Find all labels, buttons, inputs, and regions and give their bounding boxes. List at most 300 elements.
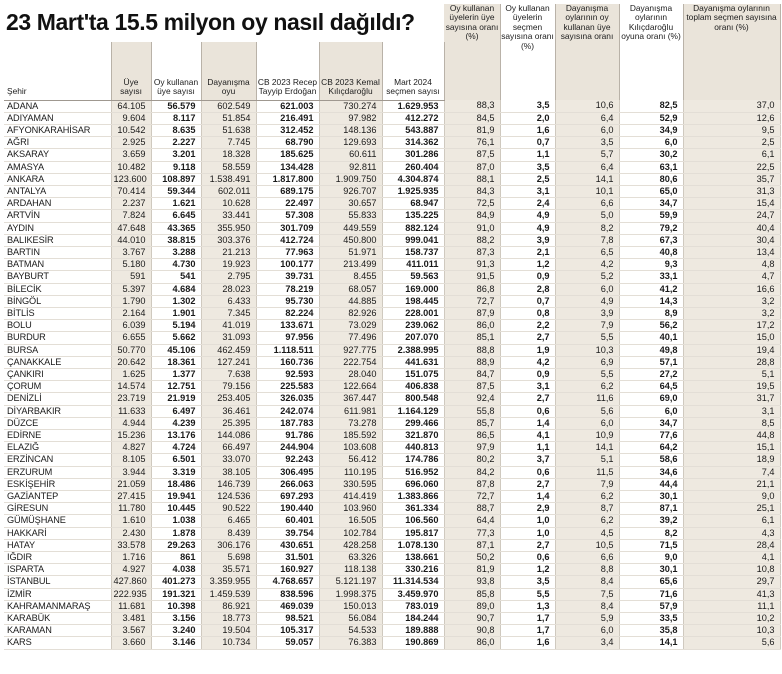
cell-dayanisma-toplam-orani: 19,5 <box>683 381 780 393</box>
table-row <box>4 429 780 441</box>
cell-dayanisma-toplam-orani: 18,9 <box>683 454 780 466</box>
cell-oy-uye-orani: 88,3 <box>444 100 500 112</box>
cell-secmen-sayisi: 1.925.935 <box>382 185 444 197</box>
cell-dayanisma-oyu: 7.345 <box>201 307 256 319</box>
cell-dayanisma-oyu: 86.921 <box>201 600 256 612</box>
cell-uye-sayisi: 10.482 <box>111 161 151 173</box>
cell-dayanisma-kilicdaroglu-orani: 64,2 <box>619 442 683 454</box>
cell-dayanisma-oyu: 51.854 <box>201 112 256 124</box>
cell-dayanisma-toplam-orani: 12,6 <box>683 112 780 124</box>
cell-oy-kullanan-uye: 3.146 <box>151 637 201 649</box>
cell-oy-secmen-orani: 2,7 <box>500 478 555 490</box>
cell-kilicdaroglu-oyu: 97.982 <box>319 112 382 124</box>
cell-uye-sayisi: 44.010 <box>111 234 151 246</box>
cell-dayanisma-oy-kullanan-orani: 4,2 <box>555 259 619 271</box>
cell-dayanisma-oy-kullanan-orani: 3,4 <box>555 637 619 649</box>
cell-city-name: BİNGÖL <box>4 295 111 307</box>
cell-uye-sayisi: 2.237 <box>111 198 151 210</box>
cell-dayanisma-oyu: 58.559 <box>201 161 256 173</box>
cell-oy-kullanan-uye: 18.486 <box>151 478 201 490</box>
cell-secmen-sayisi: 189.888 <box>382 625 444 637</box>
table-header <box>4 4 780 100</box>
cell-dayanisma-oyu: 7.638 <box>201 368 256 380</box>
cell-oy-kullanan-uye: 3.156 <box>151 613 201 625</box>
cell-dayanisma-kilicdaroglu-orani: 57,9 <box>619 600 683 612</box>
cell-kilicdaroglu-oyu: 77.496 <box>319 332 382 344</box>
cell-uye-sayisi: 1.716 <box>111 552 151 564</box>
cell-dayanisma-toplam-orani: 29,7 <box>683 576 780 588</box>
cell-uye-sayisi: 1.790 <box>111 295 151 307</box>
cell-city-name: BOLU <box>4 320 111 332</box>
cell-erdogan-oyu: 31.501 <box>256 552 319 564</box>
cell-uye-sayisi: 11.780 <box>111 503 151 515</box>
cell-oy-uye-orani: 86,8 <box>444 283 500 295</box>
cell-city-name: KARAMAN <box>4 625 111 637</box>
cell-secmen-sayisi: 68.947 <box>382 198 444 210</box>
cell-erdogan-oyu: 92.243 <box>256 454 319 466</box>
cell-kilicdaroglu-oyu: 414.419 <box>319 491 382 503</box>
cell-oy-secmen-orani: 1,9 <box>500 344 555 356</box>
cell-kilicdaroglu-oyu: 110.195 <box>319 466 382 478</box>
header-cb2023-erdogan: CB 2023 Recep Tayyip Erdoğan <box>256 42 319 100</box>
cell-oy-uye-orani: 87,8 <box>444 478 500 490</box>
cell-oy-kullanan-uye: 45.106 <box>151 344 201 356</box>
cell-dayanisma-oyu: 19.923 <box>201 259 256 271</box>
cell-uye-sayisi: 1.625 <box>111 368 151 380</box>
cell-erdogan-oyu: 621.003 <box>256 100 319 112</box>
cell-dayanisma-kilicdaroglu-orani: 65,0 <box>619 185 683 197</box>
cell-oy-kullanan-uye: 43.365 <box>151 222 201 234</box>
cell-city-name: ISPARTA <box>4 564 111 576</box>
cell-dayanisma-oyu: 10.734 <box>201 637 256 649</box>
cell-oy-secmen-orani: 0,6 <box>500 552 555 564</box>
cell-city-name: DİYARBAKIR <box>4 405 111 417</box>
cell-dayanisma-oy-kullanan-orani: 3,5 <box>555 137 619 149</box>
cell-kilicdaroglu-oyu: 213.499 <box>319 259 382 271</box>
cell-erdogan-oyu: 187.783 <box>256 417 319 429</box>
cell-dayanisma-kilicdaroglu-orani: 34,9 <box>619 124 683 136</box>
cell-erdogan-oyu: 160.927 <box>256 564 319 576</box>
cell-oy-kullanan-uye: 4.684 <box>151 283 201 295</box>
cell-dayanisma-oyu: 303.376 <box>201 234 256 246</box>
cell-dayanisma-kilicdaroglu-orani: 49,8 <box>619 344 683 356</box>
cell-oy-uye-orani: 77,3 <box>444 527 500 539</box>
cell-erdogan-oyu: 92.593 <box>256 368 319 380</box>
cell-oy-uye-orani: 85,7 <box>444 417 500 429</box>
cell-kilicdaroglu-oyu: 8.455 <box>319 271 382 283</box>
table-body <box>4 100 780 649</box>
cell-dayanisma-oyu: 18.773 <box>201 613 256 625</box>
cell-dayanisma-oy-kullanan-orani: 6,6 <box>555 198 619 210</box>
cell-dayanisma-oyu: 602.549 <box>201 100 256 112</box>
cell-dayanisma-toplam-orani: 3,2 <box>683 295 780 307</box>
cell-dayanisma-oy-kullanan-orani: 7,9 <box>555 478 619 490</box>
cell-dayanisma-oyu: 66.497 <box>201 442 256 454</box>
cell-dayanisma-toplam-orani: 6,1 <box>683 515 780 527</box>
cell-uye-sayisi: 3.481 <box>111 613 151 625</box>
cell-oy-secmen-orani: 1,4 <box>500 417 555 429</box>
cell-secmen-sayisi: 783.019 <box>382 600 444 612</box>
cell-secmen-sayisi: 361.334 <box>382 503 444 515</box>
header-dayanisma-toplam-secmen-orani: Dayanışma oylarının toplam seçmen sayısına oranı (%) <box>683 4 780 100</box>
table-row <box>4 600 780 612</box>
cell-kilicdaroglu-oyu: 44.885 <box>319 295 382 307</box>
cell-dayanisma-oy-kullanan-orani: 10,3 <box>555 344 619 356</box>
cell-uye-sayisi: 15.236 <box>111 429 151 441</box>
cell-oy-kullanan-uye: 1.377 <box>151 368 201 380</box>
cell-dayanisma-toplam-orani: 4,1 <box>683 552 780 564</box>
cell-secmen-sayisi: 3.459.970 <box>382 588 444 600</box>
title-area <box>4 4 444 42</box>
cell-oy-uye-orani: 84,3 <box>444 185 500 197</box>
cell-oy-secmen-orani: 2,8 <box>500 283 555 295</box>
table-row <box>4 405 780 417</box>
cell-secmen-sayisi: 135.225 <box>382 210 444 222</box>
cell-secmen-sayisi: 516.952 <box>382 466 444 478</box>
cell-dayanisma-oyu: 7.745 <box>201 137 256 149</box>
cell-dayanisma-toplam-orani: 11,1 <box>683 600 780 612</box>
cell-oy-secmen-orani: 1,7 <box>500 625 555 637</box>
table-row <box>4 173 780 185</box>
header-dayanisma-oyu: Dayanışma oyu <box>201 42 256 100</box>
cell-oy-kullanan-uye: 4.724 <box>151 442 201 454</box>
cell-dayanisma-oy-kullanan-orani: 14,1 <box>555 173 619 185</box>
cell-erdogan-oyu: 469.039 <box>256 600 319 612</box>
cell-uye-sayisi: 23.719 <box>111 393 151 405</box>
cell-oy-kullanan-uye: 4.239 <box>151 417 201 429</box>
cell-secmen-sayisi: 411.011 <box>382 259 444 271</box>
cell-oy-kullanan-uye: 401.273 <box>151 576 201 588</box>
cell-city-name: İSTANBUL <box>4 576 111 588</box>
table-row <box>4 625 780 637</box>
cell-secmen-sayisi: 412.272 <box>382 112 444 124</box>
table-row <box>4 307 780 319</box>
cell-secmen-sayisi: 260.404 <box>382 161 444 173</box>
cell-kilicdaroglu-oyu: 450.800 <box>319 234 382 246</box>
cell-oy-secmen-orani: 2,4 <box>500 198 555 210</box>
cell-oy-uye-orani: 87,9 <box>444 307 500 319</box>
cell-dayanisma-oyu: 602.011 <box>201 185 256 197</box>
cell-oy-kullanan-uye: 18.361 <box>151 356 201 368</box>
cell-dayanisma-kilicdaroglu-orani: 65,6 <box>619 576 683 588</box>
cell-erdogan-oyu: 216.491 <box>256 112 319 124</box>
cell-oy-secmen-orani: 1,2 <box>500 564 555 576</box>
cell-oy-uye-orani: 76,1 <box>444 137 500 149</box>
table-row <box>4 564 780 576</box>
cell-kilicdaroglu-oyu: 51.971 <box>319 246 382 258</box>
table-row <box>4 344 780 356</box>
cell-kilicdaroglu-oyu: 5.121.197 <box>319 576 382 588</box>
cell-dayanisma-toplam-orani: 40,4 <box>683 222 780 234</box>
cell-oy-uye-orani: 85,1 <box>444 332 500 344</box>
cell-erdogan-oyu: 100.177 <box>256 259 319 271</box>
cell-kilicdaroglu-oyu: 82.926 <box>319 307 382 319</box>
header-dayanisma-oy-kullanan-orani: Dayanışma oylarının oy kullanan üye sayısına oranı <box>555 4 619 100</box>
cell-dayanisma-oy-kullanan-orani: 5,7 <box>555 149 619 161</box>
cell-oy-uye-orani: 80,2 <box>444 454 500 466</box>
cell-dayanisma-oyu: 1.459.539 <box>201 588 256 600</box>
table-row <box>4 100 780 112</box>
table-row <box>4 393 780 405</box>
cell-dayanisma-kilicdaroglu-orani: 34,7 <box>619 198 683 210</box>
cell-dayanisma-toplam-orani: 17,2 <box>683 320 780 332</box>
cell-kilicdaroglu-oyu: 118.138 <box>319 564 382 576</box>
cell-dayanisma-toplam-orani: 22,5 <box>683 161 780 173</box>
cell-oy-uye-orani: 86,0 <box>444 320 500 332</box>
cell-dayanisma-oy-kullanan-orani: 8,4 <box>555 576 619 588</box>
cell-dayanisma-oy-kullanan-orani: 3,9 <box>555 307 619 319</box>
cell-city-name: BARTIN <box>4 246 111 258</box>
cell-oy-uye-orani: 86,0 <box>444 637 500 649</box>
cell-kilicdaroglu-oyu: 103.608 <box>319 442 382 454</box>
cell-oy-secmen-orani: 0,8 <box>500 307 555 319</box>
cell-oy-uye-orani: 97,9 <box>444 442 500 454</box>
cell-dayanisma-kilicdaroglu-orani: 33,5 <box>619 613 683 625</box>
cell-dayanisma-kilicdaroglu-orani: 14,3 <box>619 295 683 307</box>
cell-dayanisma-toplam-orani: 4,3 <box>683 527 780 539</box>
cell-city-name: ÇORUM <box>4 381 111 393</box>
cell-kilicdaroglu-oyu: 611.981 <box>319 405 382 417</box>
cell-dayanisma-oy-kullanan-orani: 8,4 <box>555 600 619 612</box>
cell-city-name: BALIKESİR <box>4 234 111 246</box>
cell-dayanisma-oy-kullanan-orani: 5,2 <box>555 271 619 283</box>
cell-oy-uye-orani: 88,1 <box>444 173 500 185</box>
cell-dayanisma-kilicdaroglu-orani: 58,6 <box>619 454 683 466</box>
cell-oy-uye-orani: 64,4 <box>444 515 500 527</box>
cell-erdogan-oyu: 39.731 <box>256 271 319 283</box>
cell-uye-sayisi: 10.542 <box>111 124 151 136</box>
cell-oy-secmen-orani: 2,7 <box>500 332 555 344</box>
cell-dayanisma-kilicdaroglu-orani: 59,9 <box>619 210 683 222</box>
header-oy-uye-orani: Oy kullanan üyelerin üye sayısına oranı (%) <box>444 4 500 100</box>
table-row <box>4 271 780 283</box>
cell-kilicdaroglu-oyu: 148.136 <box>319 124 382 136</box>
cell-erdogan-oyu: 306.495 <box>256 466 319 478</box>
table-row <box>4 234 780 246</box>
cell-uye-sayisi: 5.180 <box>111 259 151 271</box>
cell-secmen-sayisi: 1.164.129 <box>382 405 444 417</box>
cell-kilicdaroglu-oyu: 122.664 <box>319 381 382 393</box>
cell-dayanisma-kilicdaroglu-orani: 64,5 <box>619 381 683 393</box>
cell-secmen-sayisi: 543.887 <box>382 124 444 136</box>
cell-dayanisma-oyu: 19.504 <box>201 625 256 637</box>
cell-dayanisma-oy-kullanan-orani: 10,1 <box>555 185 619 197</box>
table-row <box>4 161 780 173</box>
cell-city-name: AĞRI <box>4 137 111 149</box>
cell-erdogan-oyu: 1.817.800 <box>256 173 319 185</box>
cell-dayanisma-oyu: 144.086 <box>201 429 256 441</box>
cell-dayanisma-toplam-orani: 5,6 <box>683 637 780 649</box>
cell-dayanisma-oy-kullanan-orani: 6,0 <box>555 124 619 136</box>
cell-dayanisma-oyu: 3.359.955 <box>201 576 256 588</box>
cell-oy-secmen-orani: 2,1 <box>500 246 555 258</box>
cell-dayanisma-toplam-orani: 9,5 <box>683 124 780 136</box>
cell-uye-sayisi: 11.633 <box>111 405 151 417</box>
cell-dayanisma-oyu: 355.950 <box>201 222 256 234</box>
cell-dayanisma-oy-kullanan-orani: 6,0 <box>555 417 619 429</box>
table-row <box>4 491 780 503</box>
cell-oy-uye-orani: 72,7 <box>444 491 500 503</box>
cell-city-name: BİTLİS <box>4 307 111 319</box>
cell-uye-sayisi: 3.767 <box>111 246 151 258</box>
cell-oy-kullanan-uye: 6.501 <box>151 454 201 466</box>
cell-kilicdaroglu-oyu: 55.833 <box>319 210 382 222</box>
cell-oy-kullanan-uye: 59.344 <box>151 185 201 197</box>
cell-oy-kullanan-uye: 6.645 <box>151 210 201 222</box>
cell-uye-sayisi: 21.059 <box>111 478 151 490</box>
cell-oy-kullanan-uye: 3.240 <box>151 625 201 637</box>
cell-erdogan-oyu: 326.035 <box>256 393 319 405</box>
cell-dayanisma-oyu: 51.638 <box>201 124 256 136</box>
cell-oy-secmen-orani: 1,0 <box>500 527 555 539</box>
cell-erdogan-oyu: 185.625 <box>256 149 319 161</box>
cell-dayanisma-oyu: 90.522 <box>201 503 256 515</box>
cell-kilicdaroglu-oyu: 367.447 <box>319 393 382 405</box>
cell-oy-uye-orani: 88,2 <box>444 234 500 246</box>
cell-city-name: DÜZCE <box>4 417 111 429</box>
cell-dayanisma-oy-kullanan-orani: 6,0 <box>555 625 619 637</box>
cell-erdogan-oyu: 134.428 <box>256 161 319 173</box>
cell-oy-kullanan-uye: 10.445 <box>151 503 201 515</box>
cell-city-name: ADANA <box>4 100 111 112</box>
cell-secmen-sayisi: 239.062 <box>382 320 444 332</box>
cell-secmen-sayisi: 314.362 <box>382 137 444 149</box>
cell-uye-sayisi: 3.944 <box>111 466 151 478</box>
cell-erdogan-oyu: 105.317 <box>256 625 319 637</box>
cell-dayanisma-oy-kullanan-orani: 11,5 <box>555 466 619 478</box>
cell-dayanisma-oyu: 36.461 <box>201 405 256 417</box>
table-row <box>4 515 780 527</box>
cell-city-name: ANTALYA <box>4 185 111 197</box>
cell-oy-secmen-orani: 1,6 <box>500 124 555 136</box>
cell-oy-kullanan-uye: 861 <box>151 552 201 564</box>
table-row <box>4 381 780 393</box>
cell-oy-secmen-orani: 3,5 <box>500 576 555 588</box>
cell-oy-secmen-orani: 1,2 <box>500 259 555 271</box>
table-row <box>4 259 780 271</box>
cell-dayanisma-oyu: 28.023 <box>201 283 256 295</box>
cell-city-name: ÇANKIRI <box>4 368 111 380</box>
cell-dayanisma-toplam-orani: 21,1 <box>683 478 780 490</box>
cell-oy-uye-orani: 91,0 <box>444 222 500 234</box>
cell-dayanisma-oyu: 146.739 <box>201 478 256 490</box>
cell-kilicdaroglu-oyu: 60.611 <box>319 149 382 161</box>
cell-erdogan-oyu: 68.790 <box>256 137 319 149</box>
cell-kilicdaroglu-oyu: 92.811 <box>319 161 382 173</box>
cell-oy-kullanan-uye: 9.118 <box>151 161 201 173</box>
cell-city-name: GÜMÜŞHANE <box>4 515 111 527</box>
cell-dayanisma-oy-kullanan-orani: 11,6 <box>555 393 619 405</box>
cell-oy-kullanan-uye: 5.662 <box>151 332 201 344</box>
cell-oy-kullanan-uye: 1.901 <box>151 307 201 319</box>
table-row <box>4 112 780 124</box>
cell-secmen-sayisi: 198.445 <box>382 295 444 307</box>
cell-oy-secmen-orani: 0,7 <box>500 295 555 307</box>
cell-erdogan-oyu: 689.175 <box>256 185 319 197</box>
cell-oy-kullanan-uye: 8.117 <box>151 112 201 124</box>
cell-dayanisma-kilicdaroglu-orani: 77,6 <box>619 429 683 441</box>
cell-oy-secmen-orani: 3,1 <box>500 381 555 393</box>
cell-dayanisma-toplam-orani: 5,1 <box>683 368 780 380</box>
cell-uye-sayisi: 33.578 <box>111 539 151 551</box>
cell-dayanisma-kilicdaroglu-orani: 52,9 <box>619 112 683 124</box>
cell-uye-sayisi: 7.824 <box>111 210 151 222</box>
cell-secmen-sayisi: 2.388.995 <box>382 344 444 356</box>
cell-oy-uye-orani: 84,2 <box>444 466 500 478</box>
cell-dayanisma-kilicdaroglu-orani: 63,1 <box>619 161 683 173</box>
cell-dayanisma-oyu: 31.093 <box>201 332 256 344</box>
cell-dayanisma-kilicdaroglu-orani: 30,1 <box>619 491 683 503</box>
cell-oy-secmen-orani: 4,2 <box>500 356 555 368</box>
cell-uye-sayisi: 47.648 <box>111 222 151 234</box>
cell-city-name: HATAY <box>4 539 111 551</box>
header-oy-kullanan-uye: Oy kullanan üye sayısı <box>151 42 201 100</box>
table-row <box>4 368 780 380</box>
cell-kilicdaroglu-oyu: 730.274 <box>319 100 382 112</box>
cell-dayanisma-oyu: 1.538.491 <box>201 173 256 185</box>
cell-city-name: ESKİŞEHİR <box>4 478 111 490</box>
cell-dayanisma-oy-kullanan-orani: 8,2 <box>555 222 619 234</box>
table-row <box>4 149 780 161</box>
cell-dayanisma-toplam-orani: 4,8 <box>683 259 780 271</box>
cell-dayanisma-kilicdaroglu-orani: 40,1 <box>619 332 683 344</box>
cell-oy-kullanan-uye: 13.176 <box>151 429 201 441</box>
cell-erdogan-oyu: 412.724 <box>256 234 319 246</box>
table-row <box>4 417 780 429</box>
cell-uye-sayisi: 50.770 <box>111 344 151 356</box>
cell-oy-uye-orani: 88,7 <box>444 503 500 515</box>
cell-oy-secmen-orani: 3,7 <box>500 454 555 466</box>
cell-city-name: ÇANAKKALE <box>4 356 111 368</box>
cell-dayanisma-kilicdaroglu-orani: 71,5 <box>619 539 683 551</box>
cell-dayanisma-kilicdaroglu-orani: 35,8 <box>619 625 683 637</box>
cell-oy-secmen-orani: 1,4 <box>500 491 555 503</box>
table-row <box>4 454 780 466</box>
cell-oy-secmen-orani: 2,7 <box>500 393 555 405</box>
cell-dayanisma-oy-kullanan-orani: 4,9 <box>555 295 619 307</box>
table-row <box>4 588 780 600</box>
header-cb2023-kilicdaroglu: CB 2023 Kemal Kılıçdaroğlu <box>319 42 382 100</box>
cell-oy-secmen-orani: 1,1 <box>500 149 555 161</box>
cell-oy-kullanan-uye: 8.635 <box>151 124 201 136</box>
cell-dayanisma-oyu: 8.439 <box>201 527 256 539</box>
cell-oy-uye-orani: 72,7 <box>444 295 500 307</box>
cell-oy-uye-orani: 84,9 <box>444 210 500 222</box>
cell-dayanisma-oyu: 6.465 <box>201 515 256 527</box>
cell-oy-uye-orani: 89,0 <box>444 600 500 612</box>
header-oy-secmen-orani: Oy kullanan üyelerin seçmen sayısına oranı (%) <box>500 4 555 100</box>
cell-dayanisma-oy-kullanan-orani: 6,2 <box>555 491 619 503</box>
table-row <box>4 222 780 234</box>
cell-dayanisma-toplam-orani: 3,1 <box>683 405 780 417</box>
cell-kilicdaroglu-oyu: 1.909.750 <box>319 173 382 185</box>
cell-secmen-sayisi: 999.041 <box>382 234 444 246</box>
cell-secmen-sayisi: 106.560 <box>382 515 444 527</box>
cell-oy-kullanan-uye: 1.878 <box>151 527 201 539</box>
cell-dayanisma-toplam-orani: 15,0 <box>683 332 780 344</box>
cell-dayanisma-kilicdaroglu-orani: 71,6 <box>619 588 683 600</box>
cell-oy-uye-orani: 88,9 <box>444 356 500 368</box>
cell-city-name: AYDIN <box>4 222 111 234</box>
cell-uye-sayisi: 4.944 <box>111 417 151 429</box>
cell-dayanisma-oy-kullanan-orani: 5,1 <box>555 454 619 466</box>
cell-kilicdaroglu-oyu: 129.693 <box>319 137 382 149</box>
cell-dayanisma-oy-kullanan-orani: 7,9 <box>555 320 619 332</box>
cell-oy-secmen-orani: 1,3 <box>500 600 555 612</box>
cell-oy-kullanan-uye: 4.038 <box>151 564 201 576</box>
cell-kilicdaroglu-oyu: 103.960 <box>319 503 382 515</box>
cell-city-name: BAYBURT <box>4 271 111 283</box>
